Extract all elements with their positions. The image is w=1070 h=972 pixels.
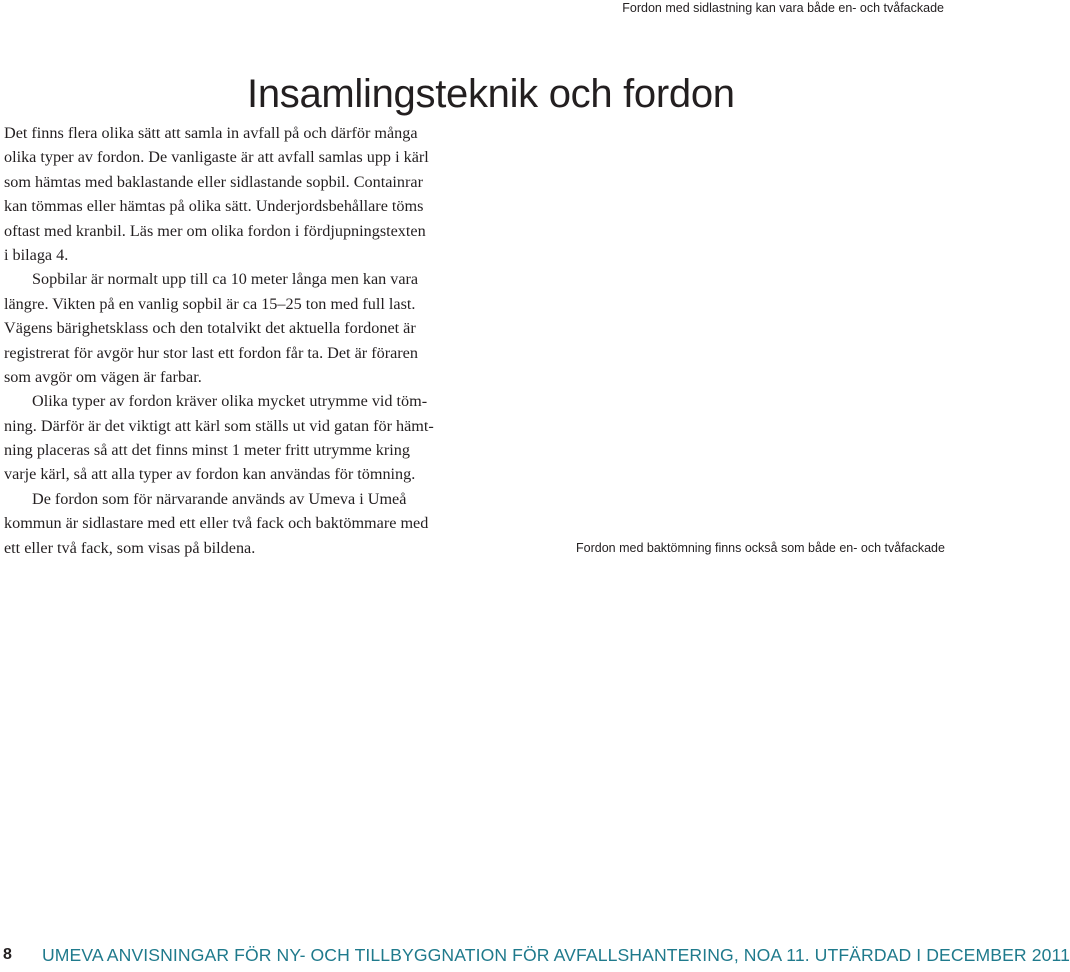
page-title: Insamlingsteknik och fordon	[247, 71, 735, 116]
body-line: Det finns flera olika sätt att samla in avfall på och därför många	[4, 124, 418, 142]
body-line: som avgör om vägen är farbar.	[4, 367, 202, 386]
body-line: varje kärl, så att alla typer av fordon kan användas för tömning.	[4, 465, 416, 484]
page-number: 8	[3, 946, 12, 963]
body-line: oftast med kranbil. Läs mer om olika fordon i fördjupningstexten	[4, 221, 426, 240]
body-line: Vägens bärighetsklass och den totalvikt det aktuella fordonet är	[4, 319, 416, 338]
body-line: längre. Vikten på en vanlig sopbil är ca 15–25 ton med full last.	[4, 294, 416, 313]
body-line: som hämtas med baklastande eller sidlastande sopbil. Containrar	[4, 172, 423, 191]
image-caption-middle: Fordon med baktömning finns också som både en- och tvåfackade	[576, 541, 945, 555]
body-line: kan tömmas eller hämtas på olika sätt. Underjordsbehållare töms	[4, 197, 424, 216]
body-line: registrerat för avgör hur stor last ett fordon får ta. Det är föraren	[4, 343, 418, 362]
footer-title: UMEVA ANVISNINGAR FÖR NY- OCH TILLBYGGNATION FÖR AVFALLSHANTERING, NOA 11. UTFÄRDAD I DECEMBER 2011	[42, 945, 1070, 965]
body-line: ning. Därför är det viktigt att kärl som ställs ut vid gatan för hämt-	[4, 416, 434, 435]
body-line: ett eller två fack, som visas på bildena.	[4, 538, 256, 557]
image-caption-top: Fordon med sidlastning kan vara både en- och tvåfackade	[622, 1, 944, 15]
body-line: ning placeras så att det finns minst 1 meter fritt utrymme kring	[4, 441, 410, 460]
body-line: Sopbilar är normalt upp till ca 10 meter långa men kan vara	[32, 270, 419, 289]
body-line: i bilaga 4.	[4, 245, 69, 264]
body-line: olika typer av fordon. De vanligaste är att avfall samlas upp i kärl	[4, 148, 429, 167]
body-line: De fordon som för närvarande används av Umeva i Umeå	[32, 489, 407, 508]
body-line: kommun är sidlastare med ett eller två fack och baktömmare med	[4, 514, 429, 533]
body-line: Olika typer av fordon kräver olika mycket utrymme vid töm-	[32, 392, 428, 411]
page-footer	[0, 944, 1070, 972]
body-text	[4, 121, 476, 560]
